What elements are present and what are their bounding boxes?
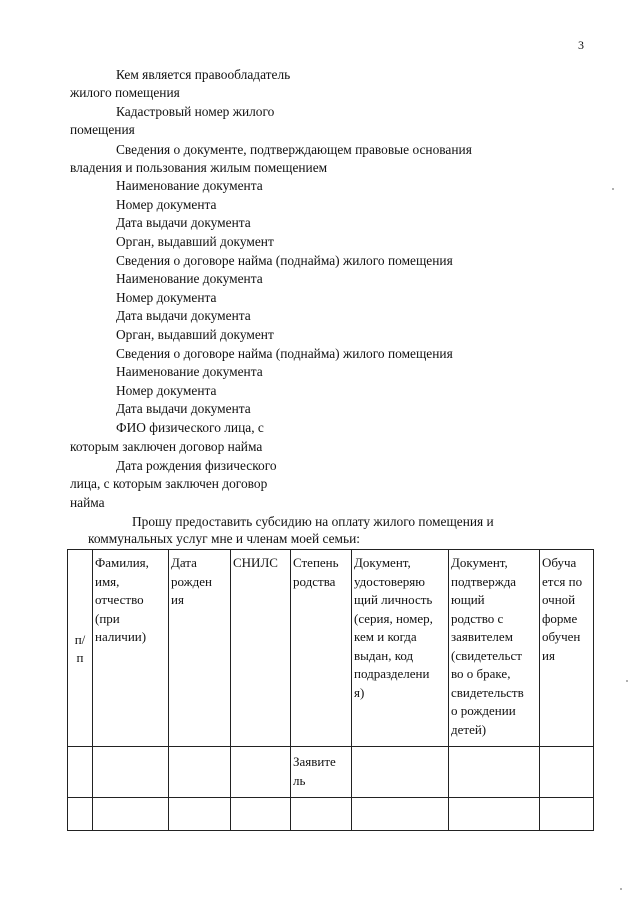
header-cell: СНИЛС xyxy=(231,550,291,747)
header-cell: п/ п xyxy=(68,550,93,747)
header-cell: Фамилия, имя, отчество (при наличии) xyxy=(93,550,169,747)
table-cell[interactable] xyxy=(231,798,291,831)
table-cell[interactable] xyxy=(169,747,231,798)
request-line: Прошу предоставить субсидию на оплату жилого помещения и xyxy=(132,514,494,529)
text-line: которым заключен договор найма xyxy=(70,439,263,454)
table-cell[interactable] xyxy=(540,747,594,798)
text-line: Орган, выдавший документ xyxy=(116,327,274,342)
scan-speck xyxy=(620,888,622,890)
text-line: Кем является правообладатель xyxy=(116,67,291,82)
text-line: владения и пользования жилым помещением xyxy=(70,160,328,175)
table-cell[interactable] xyxy=(68,798,93,831)
table-cell[interactable] xyxy=(169,798,231,831)
table-cell[interactable] xyxy=(352,747,449,798)
table-cell[interactable] xyxy=(291,798,352,831)
header-cell: Документ, подтвержда ющий родство с заявителем (свидетельст во о браке, свидетельств о рождении детей) xyxy=(449,550,540,747)
table-cell[interactable] xyxy=(352,798,449,831)
text-line: Наименование документа xyxy=(116,364,263,379)
scan-speck xyxy=(612,188,614,190)
table-cell[interactable] xyxy=(449,747,540,798)
scan-speck xyxy=(626,680,628,682)
table-cell[interactable] xyxy=(68,747,93,798)
text-line: Кадастровый номер жилого xyxy=(116,104,275,119)
table-row xyxy=(68,747,594,798)
text-line: лица, с которым заключен договор xyxy=(70,476,268,491)
table-row xyxy=(68,798,594,831)
text-line: Сведения о документе, подтверждающем правовые основания xyxy=(116,142,472,157)
text-line: ФИО физического лица, с xyxy=(116,420,264,435)
header-cell: Документ, удостоверяю щий личность (серия, номер, кем и когда выдан, код подразделени я) xyxy=(352,550,449,747)
table-cell[interactable] xyxy=(93,798,169,831)
text-line: Дата выдачи документа xyxy=(116,215,251,230)
text-line: Номер документа xyxy=(116,197,217,212)
text-line: найма xyxy=(70,495,105,510)
text-line: Номер документа xyxy=(116,383,217,398)
text-line: Дата рождения физического xyxy=(116,458,277,473)
text-line: Наименование документа xyxy=(116,178,263,193)
table-cell[interactable] xyxy=(231,747,291,798)
request-line: коммунальных услуг мне и членам моей семьи: xyxy=(88,531,361,546)
page-number: 3 xyxy=(578,38,584,52)
table-header-row xyxy=(68,550,594,747)
table-cell[interactable] xyxy=(93,747,169,798)
text-line: Номер документа xyxy=(116,290,217,305)
table-cell[interactable] xyxy=(449,798,540,831)
text-line: жилого помещения xyxy=(70,85,180,100)
family-members-table xyxy=(67,549,594,831)
text-line: Дата выдачи документа xyxy=(116,401,251,416)
table-cell[interactable] xyxy=(540,798,594,831)
text-line: Орган, выдавший документ xyxy=(116,234,274,249)
text-line: Дата выдачи документа xyxy=(116,308,251,323)
text-line: помещения xyxy=(70,122,135,137)
header-cell: Обуча ется по очной форме обучен ия xyxy=(540,550,594,747)
text-line: Сведения о договоре найма (поднайма) жилого помещения xyxy=(116,346,453,361)
text-line: Наименование документа xyxy=(116,271,263,286)
text-line: Сведения о договоре найма (поднайма) жилого помещения xyxy=(116,253,453,268)
header-cell: Степень родства xyxy=(291,550,352,747)
header-cell: Дата рожден ия xyxy=(169,550,231,747)
table-cell[interactable]: Заявите ль xyxy=(291,747,352,798)
